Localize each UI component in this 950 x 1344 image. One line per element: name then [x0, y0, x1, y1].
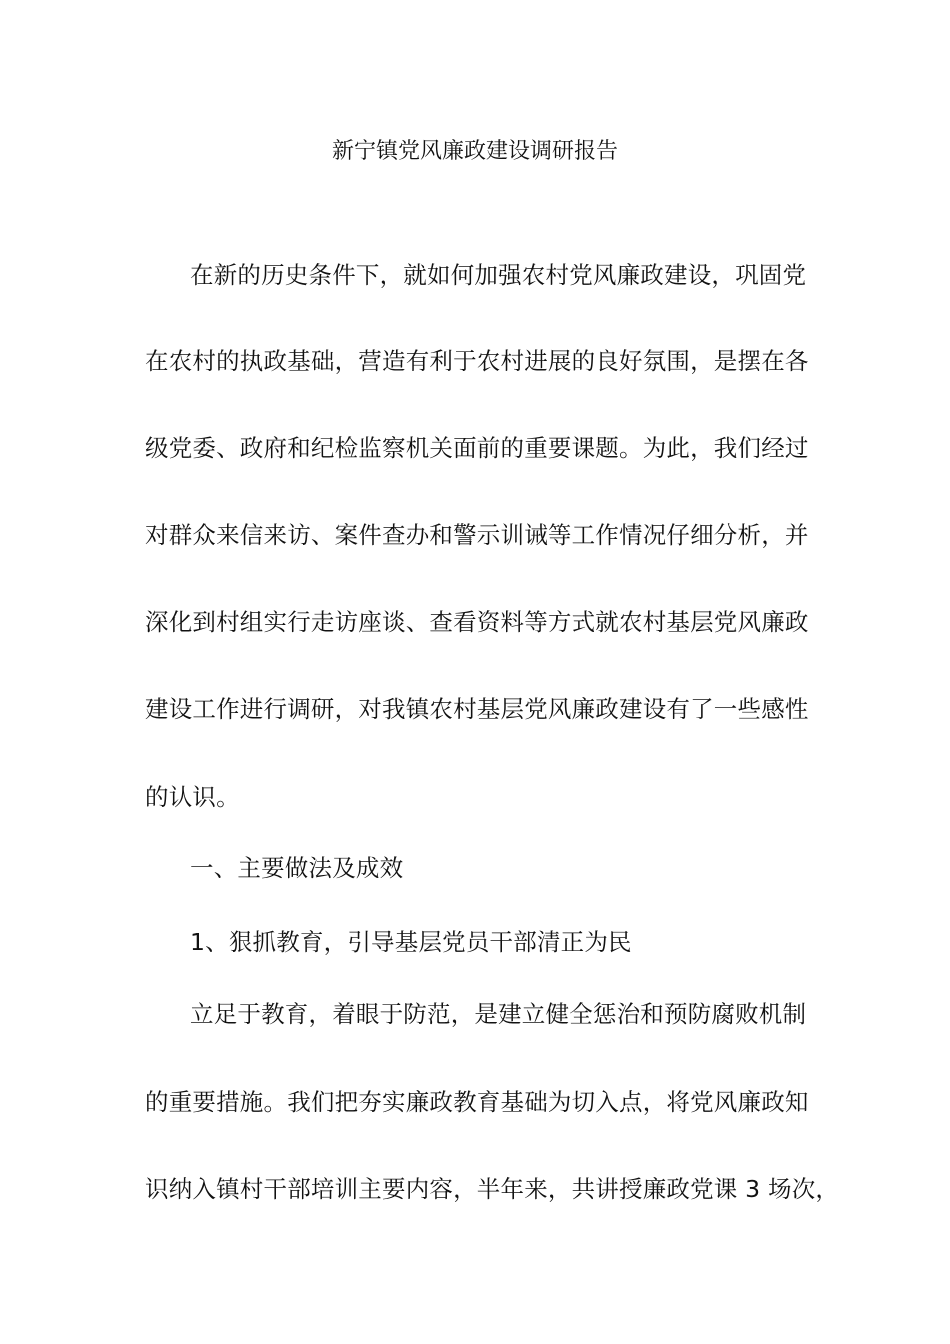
- paragraph-line: 在新的历史条件下，就如何加强农村党风廉政建设，巩固党: [190, 261, 807, 289]
- paragraph-line: 识纳入镇村干部培训主要内容，半年来，共讲授廉政党课 3 场次，: [145, 1175, 840, 1203]
- paragraph-line: 的重要措施。我们把夯实廉政教育基础为切入点，将党风廉政知: [145, 1088, 809, 1116]
- subsection-heading: 1、狠抓教育，引导基层党员干部清正为民: [190, 928, 632, 956]
- paragraph-line: 在农村的执政基础，营造有利于农村进展的良好氛围，是摆在各: [145, 347, 809, 375]
- paragraph-line: 立足于教育，着眼于防范，是建立健全惩治和预防腐败机制: [190, 1000, 807, 1028]
- paragraph-line: 建设工作进行调研，对我镇农村基层党风廉政建设有了一些感性: [145, 695, 809, 723]
- paragraph-line: 级党委、政府和纪检监察机关面前的重要课题。为此，我们经过: [145, 434, 809, 462]
- paragraph-line: 对群众来信来访、案件查办和警示训诫等工作情况仔细分析，并: [145, 521, 809, 549]
- paragraph-line: 深化到村组实行走访座谈、查看资料等方式就农村基层党风廉政: [145, 608, 809, 636]
- paragraph-line: 的认识。: [145, 783, 240, 811]
- document-title: 新宁镇党风廉政建设调研报告: [331, 139, 618, 164]
- section-heading: 一、主要做法及成效: [190, 854, 404, 882]
